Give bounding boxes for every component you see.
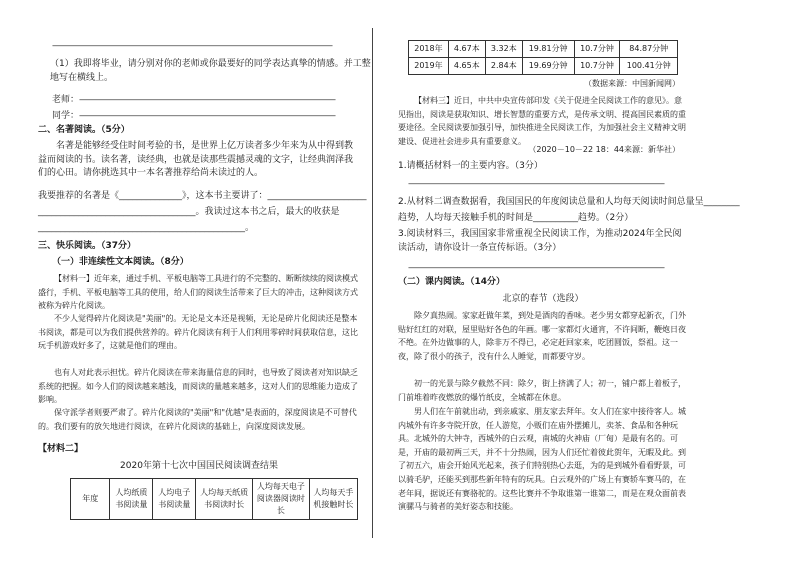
- table-cell: 3.32本: [485, 41, 522, 58]
- survey-table-body: [408, 40, 678, 75]
- answer-line[interactable]: ————————————————————————————————: [408, 179, 664, 189]
- recommend-line[interactable]: ______________________________________________。: [38, 223, 255, 233]
- table-header-cell: 人均纸质书阅读量: [110, 479, 153, 520]
- paragraph: 初一的光景与除夕截然不同：除夕，街上挤满了人；初一，铺户都上着板子，门前堆着昨夜燃放的爆竹纸皮，全城都在休息。: [398, 379, 686, 402]
- paragraph: 除夕真热闹。家家赶做年菜，到处是酒肉的香味。老少男女都穿起新衣，门外贴好红红的对联，屋里贴好各色的年画。哪一家都灯火通宵，不许间断，鞭炮日夜不绝。在外边做事的人，除非万不得已，必定赶回家来，吃团圆饭，祭祖。这一夜，除了很小的孩子，没有什么人睡觉，而都要守岁。: [398, 311, 686, 361]
- teacher-label: 老师：: [52, 95, 80, 105]
- table-cell: 19.69分钟: [522, 58, 574, 75]
- table-header-cell: 年度: [71, 479, 110, 520]
- table-cell: 100.41分钟: [620, 58, 678, 75]
- table-cell: 2.84本: [485, 58, 522, 75]
- section-title: 三、快乐阅读。（37分）: [38, 241, 137, 251]
- table-cell: 4.65本: [448, 58, 485, 75]
- table-cell: 10.7分钟: [574, 58, 620, 75]
- table-title: 2020年第十七次中国国民阅读调查结果: [120, 461, 278, 471]
- table-header-cell: 人均每天电子阅读器阅读时长: [253, 479, 310, 520]
- table-cell: 84.87分钟: [620, 41, 678, 58]
- question-3: 3.阅读材料三，我国国家非常重视全民阅读工作，为推动2024年全民阅读活动，请你设计一条宣传标语。（3分）: [398, 229, 682, 253]
- table-cell: 10.7分钟: [574, 41, 620, 58]
- table-header-cell: 人均每天手机接触时长: [309, 479, 357, 520]
- question-2: 2.从材料二调查数据看，我国国民的年度阅读总量和人均每天阅读时间总量呈________: [398, 197, 740, 207]
- table-cell: 4.67本: [448, 41, 485, 58]
- recommend-line[interactable]: 我要推荐的名著是《______________》，这本书主要讲了：______________________: [38, 191, 367, 201]
- table-header-cell: 人均电子书阅读量: [153, 479, 196, 520]
- table-cell: 2019年: [409, 58, 449, 75]
- passage-title: 北京的春节（选段）: [502, 294, 584, 304]
- teacher-row: [52, 94, 372, 108]
- column-divider: [372, 28, 373, 538]
- survey-table-header: [70, 478, 358, 520]
- material-date: （2020－10－22 18：44来源：新华社）: [528, 145, 680, 154]
- classmate-answer-line[interactable]: ————————————————————————————————: [79, 111, 336, 121]
- subsection-title: （二）课内阅读。（14分）: [398, 277, 506, 287]
- answer-line[interactable]: ————————————————————————————————: [408, 263, 664, 273]
- classmate-row: [52, 110, 372, 124]
- question-text: （1）我即将毕业，请分别对你的老师或你最要好的同学表达真挚的情感。并工整地写在横线上。: [50, 59, 371, 83]
- question-1: 1.请概括材料一的主要内容。（3分）: [398, 161, 543, 171]
- material-three: 【材料三】近日，中共中央宣传部印发《关于促进全民阅读工作的意见》。意见指出，阅读是获取知识、增长智慧的重要方式，是传承文明、提高国民素质的重要途径。全民阅读要加强引导，加快推进全民阅读工作，为加强社会主义精神文明建设、促进社会进步具有重要意义。: [398, 96, 686, 146]
- section-title: 二、名著阅读。（5分）: [38, 125, 130, 135]
- paragraph: 不少人觉得碎片化阅读是"美丽"的。无论是文本还是视频，无论是碎片化阅读还是整本书阅读，都是可以为我们提供营养的。碎片化阅读有利于人们利用零碎时间获取信息，这比玩手机游戏好多了，这就是他们的理由。: [38, 314, 358, 351]
- recommend-line[interactable]: ___________________________________。我读过这本书之后，最大的收获是: [38, 207, 340, 217]
- teacher-answer-line[interactable]: ————————————————————————————————: [79, 95, 336, 105]
- paragraph: 也有人对此表示担忧。碎片化阅读在带来海量信息的同时，也导致了阅读者对知识缺乏系统的把握。如今人们的阅读越来越浅，而阅读的量越来越多，这对人们的思维能力造成了影响。: [38, 368, 358, 405]
- passage: [398, 309, 688, 541]
- answer-line: ———————————————————————————————————: [52, 41, 332, 51]
- data-source: （数据来源：中国新闻网）: [584, 79, 680, 88]
- paragraph: 保守派学者则要严肃了。碎片化阅读的"美丽"和"优越"是表面的，深度阅读是不可替代的。我们要有的放矢地进行阅读，在碎片化阅读的基础上，向深度阅读发展。: [38, 408, 357, 431]
- section-text: 名著是能够经受住时间考验的书，是世界上亿万读者多少年来为从中得到教益而阅读的书。读名著，读经典，也就是读那些震撼灵魂的文字，让经典润泽我们的心田。请你挑选其中一本名著推荐给尚未读过的人。: [38, 141, 354, 178]
- paragraph: 男人们在午前就出动，到亲戚家、朋友家去拜年。女人们在家中接待客人。城内城外有许多寺院开放，任人游览，小贩们在庙外摆摊儿，卖茶、食品和各种玩具。北城外的大钟寺，西城外的白云观，南城的火神庙（厂甸）是最有名的。可是，开庙的最初两三天，并不十分热闹，因为人们还忙着彼此贺年，无暇及此。到了初五六，庙会开始风光起来，孩子们特别热心去逛，为的是到城外看看野景，可以骑毛驴，还能买到那些新年特有的玩具。白云观外的广场上有赛轿车赛马的，在老年间，据说还有赛骆驼的。这些比赛并不争取谁第一谁第二，而是在观众面前表演骡马与骑者的美好姿态和技能。: [398, 407, 686, 512]
- table-header-cell: 人均每天纸质书阅读时长: [196, 479, 253, 520]
- classmate-label: 同学：: [52, 111, 80, 121]
- material-one: [38, 272, 360, 446]
- material-label: 【材料二】: [38, 444, 84, 454]
- subsection-title: （一）非连续性文本阅读。（8分）: [52, 257, 189, 267]
- paragraph: 【材料一】近年来，通过手机、平板电脑等工具进行的不完整的、断断续续的阅读模式盛行，手机、平板电脑等工具的使用，给人们的阅读生活带来了巨大的冲击，这种阅读方式被称为碎片化阅读。: [38, 274, 358, 311]
- table-cell: 19.81分钟: [522, 41, 574, 58]
- table-cell: 2018年: [409, 41, 449, 58]
- question-2-continued: 趋势，人均每天接触手机的时间是__________趋势。（2分）: [398, 213, 634, 223]
